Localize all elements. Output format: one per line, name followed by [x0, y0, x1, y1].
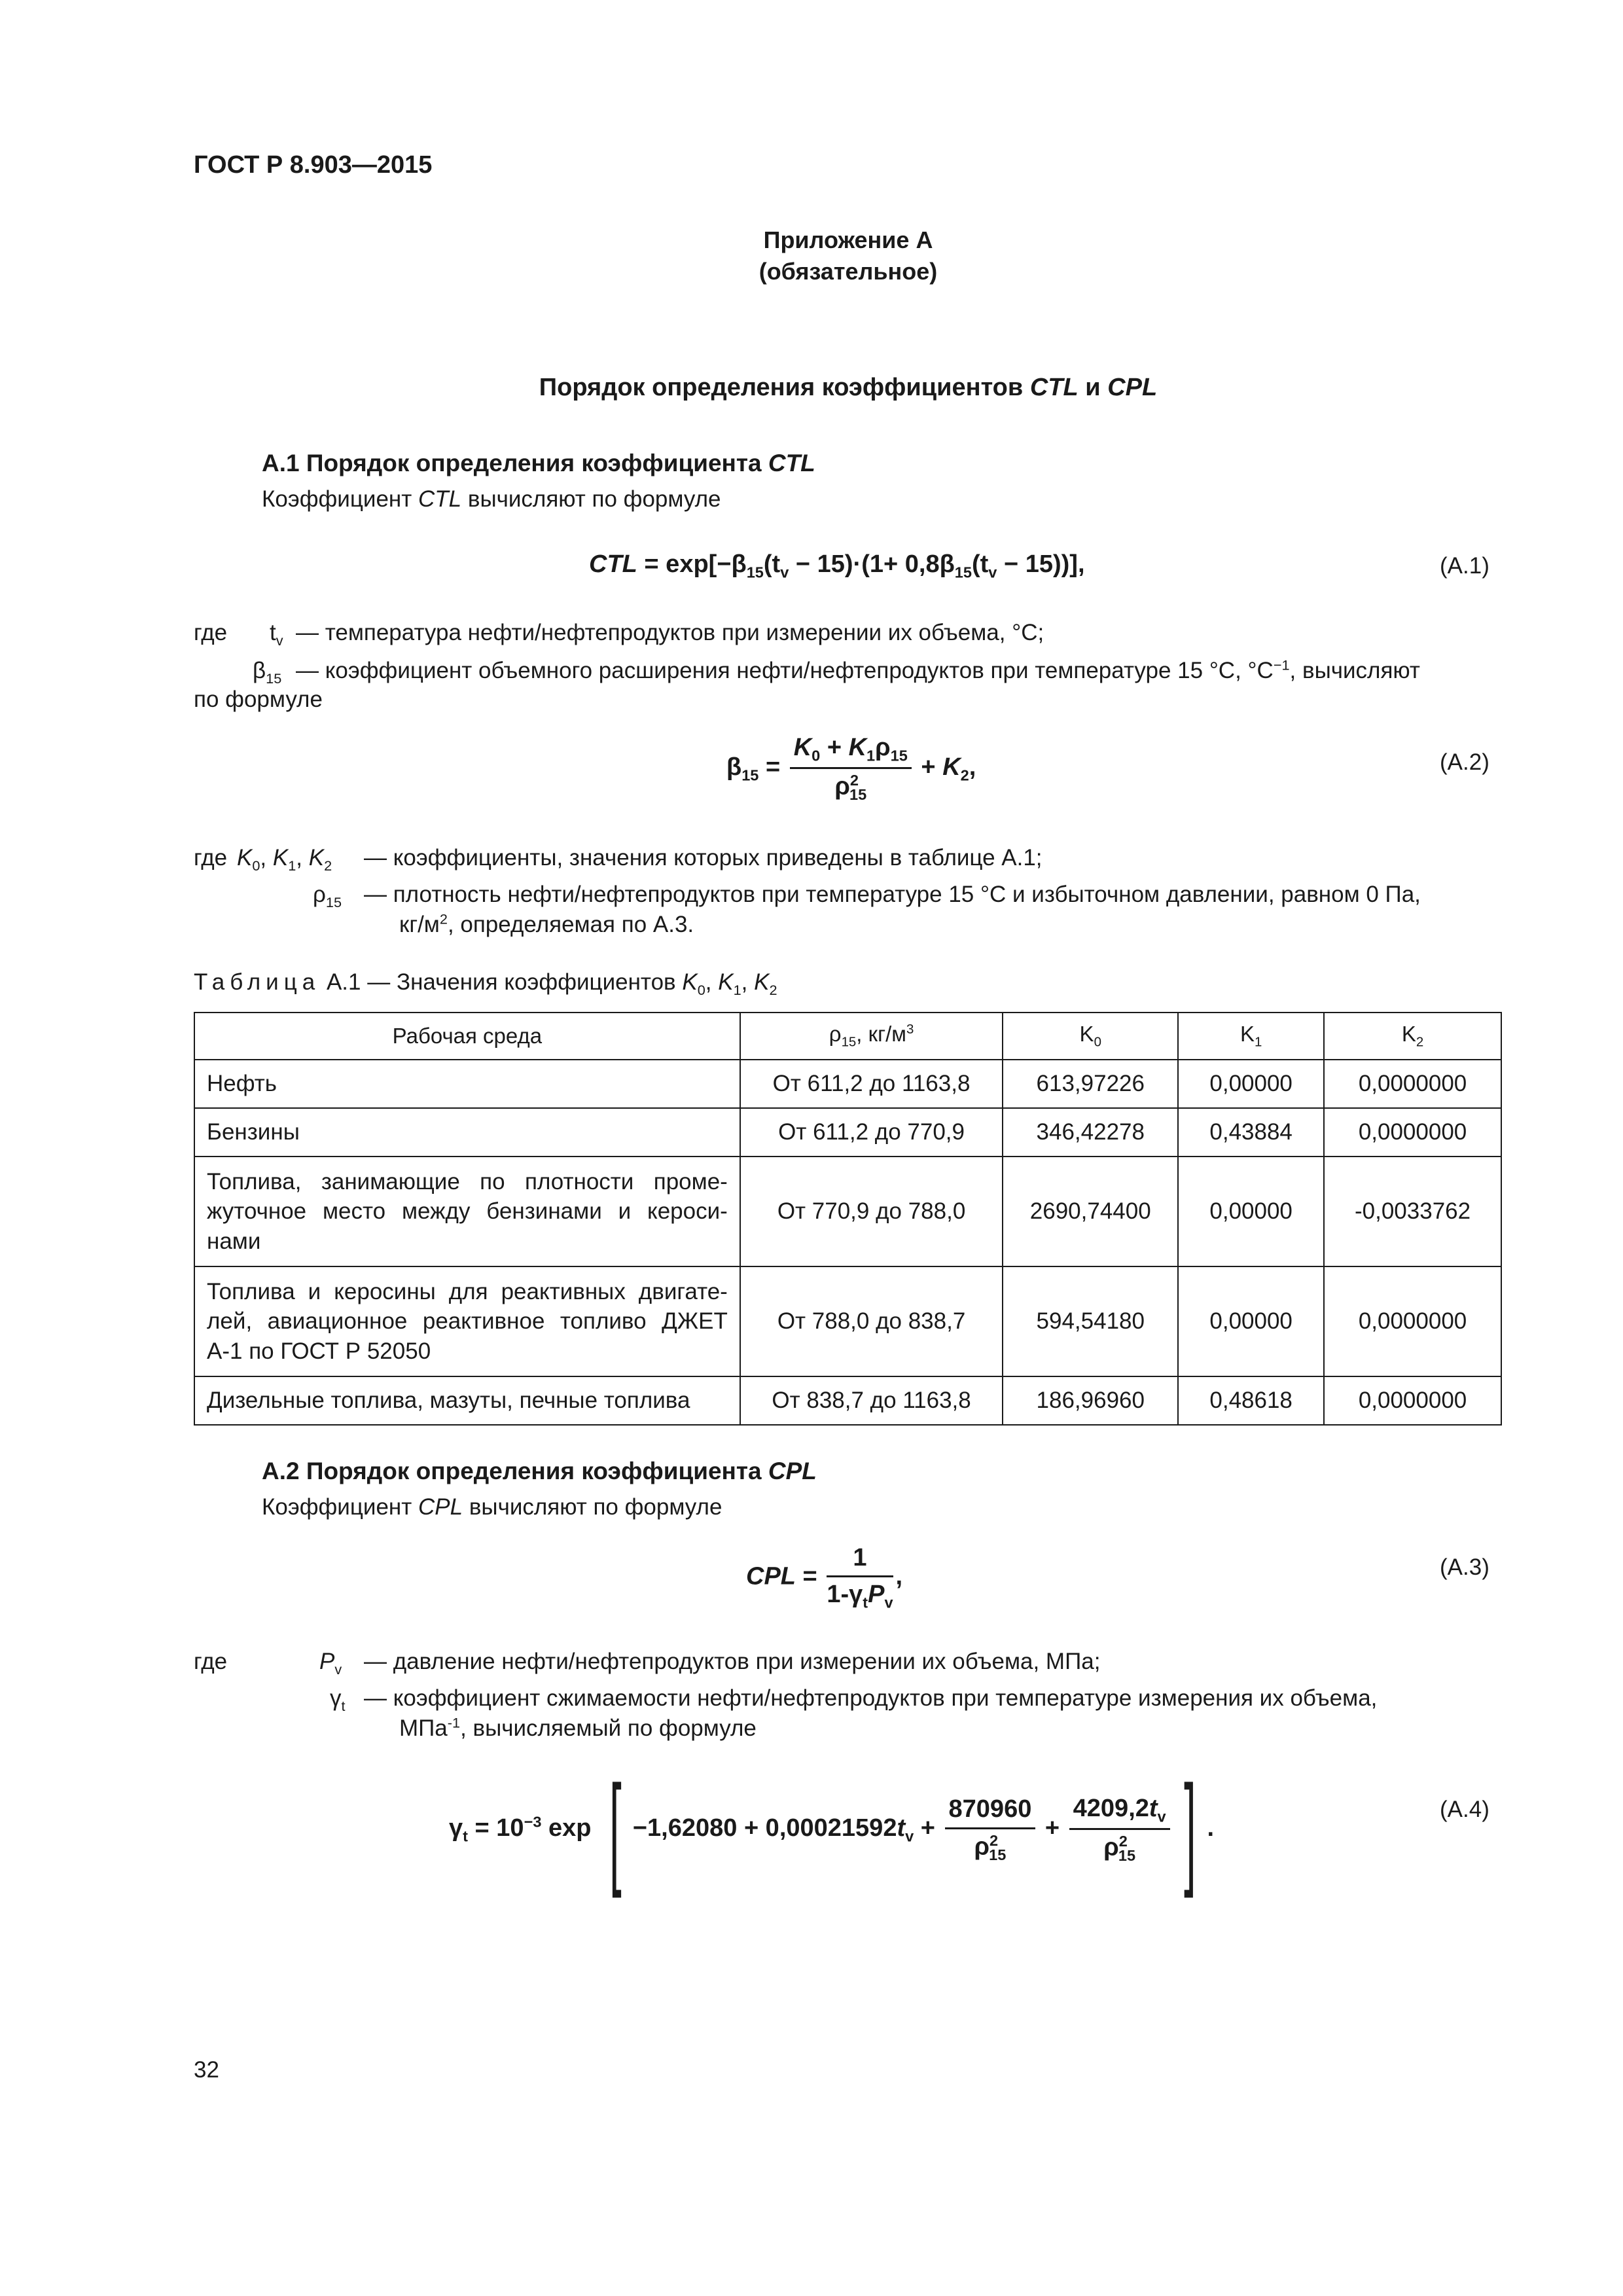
formula-a3: CPL = $\frac{1}{1-\gamma_tP_v}$ , — [746, 1542, 902, 1613]
tv-sym: t — [270, 620, 276, 645]
a1-intro — [262, 484, 721, 514]
beta-symbol — [253, 656, 281, 688]
k-symbols: $K_0$, $K_1$, $K_2$ — [237, 845, 332, 874]
tv-symbol — [270, 618, 283, 650]
left-bracket: [ — [609, 1760, 622, 1899]
rho-description-2 — [399, 910, 694, 940]
cell-medium: Нефть — [194, 1060, 740, 1108]
cell-k2: 0,0000000 — [1324, 1060, 1501, 1108]
gamma-desc-2-sup: -1 — [447, 1714, 461, 1731]
pv-symbol — [319, 1647, 342, 1679]
cell-k1: 0,00000 — [1178, 1266, 1324, 1376]
cell-medium: Бензины — [194, 1108, 740, 1157]
a1-intro-post: вычисляют по формуле — [461, 486, 721, 512]
a2-intro-post: вычисляют по формуле — [463, 1494, 722, 1520]
beta-description — [296, 656, 1493, 686]
gamma-description-2 — [399, 1713, 757, 1744]
beta-sub: 15 — [266, 670, 282, 687]
where-label-2: где — [194, 845, 228, 870]
pv-sym: P — [319, 1649, 335, 1674]
formula-a2: $\beta_{15}$ = $\frac{K_0 + K_1\rho_{15}}{\rho^2_{15}}$ + $K_2$, — [726, 732, 976, 805]
cell-k0: 613,97226 — [1003, 1060, 1178, 1108]
cell-k2: 0,0000000 — [1324, 1266, 1501, 1376]
formula-a2-fraction: $\frac{K_0 + K_1\rho_{15}}{\rho^2_{15}}$ — [790, 732, 912, 805]
cell-k1: 0,00000 — [1178, 1157, 1324, 1266]
a2-heading — [262, 1456, 817, 1487]
a2-heading-em: CPL — [768, 1458, 817, 1484]
page-number: 32 — [194, 2057, 219, 2083]
header-rho-unit: , кг/м — [856, 1022, 906, 1047]
cell-range: От 788,0 до 838,7 — [740, 1266, 1003, 1376]
a2-intro-em: CPL — [418, 1494, 463, 1520]
rho-sym: ρ — [313, 882, 326, 907]
cell-k0: 594,54180 — [1003, 1266, 1178, 1376]
cell-range: От 611,2 до 770,9 — [740, 1108, 1003, 1157]
coefficients-table-wrapper — [194, 1012, 1502, 1426]
formula-a1-number: (А.1) — [1440, 553, 1489, 579]
cell-k2: 0,0000000 — [1324, 1376, 1501, 1425]
cell-k1: 0,00000 — [1178, 1060, 1324, 1108]
cell-k2: -0,0033762 — [1324, 1157, 1501, 1266]
beta-sym: β — [253, 658, 266, 683]
table-row — [194, 1157, 1501, 1266]
a1-intro-pre: Коэффициент — [262, 486, 419, 512]
formula-a4-fraction-1: $\frac{870960}{\rho^2_{15}}$ — [945, 1793, 1036, 1865]
table-header-row — [194, 1013, 1501, 1060]
formula-a4-fraction-2: $\frac{4209,2t_v}{\rho^2_{15}}$ — [1069, 1793, 1170, 1866]
beta-description-cont: по формуле — [194, 687, 323, 712]
rho-sub: 15 — [325, 894, 342, 910]
cell-k0: 2690,74400 — [1003, 1157, 1178, 1266]
pv-sub: v — [334, 1661, 342, 1677]
rho-desc-2-pre: кг/м — [399, 912, 440, 937]
appendix-status: (обязательное) — [758, 258, 938, 285]
table-caption-label: Таблица — [194, 969, 321, 995]
header-k0: $K_0$ — [1003, 1013, 1178, 1060]
formula-a3-number: (А.3) — [1440, 1554, 1489, 1580]
header-k2: $K_2$ — [1324, 1013, 1501, 1060]
section-title — [0, 372, 1623, 404]
cell-range: От 770,9 до 788,0 — [740, 1157, 1003, 1266]
a1-intro-em: CTL — [418, 486, 462, 512]
gamma-sym: γ — [330, 1685, 342, 1711]
formula-a3-fraction: $\frac{1}{1-\gamma_tP_v}$ — [827, 1542, 893, 1613]
table-caption-text: А.1 — Значения коэффициентов — [320, 969, 683, 995]
beta-desc-sup: −1 — [1273, 656, 1290, 673]
header-rho-sup: 3 — [906, 1022, 914, 1037]
table-row — [194, 1376, 1501, 1425]
rho-description-1: — плотность нефти/нефтепродуктов при температуре 15 °С и избыточном давлении, равном 0 Па, — [364, 882, 1421, 907]
cell-k0: 346,42278 — [1003, 1108, 1178, 1157]
a1-heading — [262, 448, 815, 479]
formula-a4-numerator-1: 870960 — [945, 1793, 1036, 1829]
coefficients-table — [194, 1012, 1502, 1426]
gamma-sub: t — [341, 1698, 346, 1714]
tv-sub: v — [276, 632, 283, 649]
formula-a2-number: (А.2) — [1440, 749, 1489, 775]
cell-k2: 0,0000000 — [1324, 1108, 1501, 1157]
formula-a4-numerator-2: 4209,2 — [1073, 1794, 1149, 1822]
a2-intro — [262, 1492, 722, 1522]
cell-range: От 838,7 до 1163,8 — [740, 1376, 1003, 1425]
section-title-text: Порядок определения коэффициентов — [539, 374, 1030, 401]
gamma-desc-2-post: , вычисляемый по формуле — [460, 1715, 757, 1741]
header-rho: $\rho_{15}$, $кг/м^3$ — [740, 1013, 1003, 1060]
tv-description: — температура нефти/нефтепродуктов при измерении их объема, °С; — [296, 620, 1044, 645]
formula-a1: CTL = $\exp[-\beta_{15}(t_v - 15)\cdot(1+ 0,8\beta_{15}(t_v - 15))]$, — [589, 550, 1085, 581]
cell-k1: 0,48618 — [1178, 1376, 1324, 1425]
beta-desc-post: , вычисляют — [1289, 658, 1420, 683]
cell-k1: 0,43884 — [1178, 1108, 1324, 1157]
appendix-title: Приложение А — [763, 226, 933, 253]
cell-k0: 186,96960 — [1003, 1376, 1178, 1425]
a2-heading-text: А.2 Порядок определения коэффициента — [262, 1458, 768, 1484]
cell-range: От 611,2 до 1163,8 — [740, 1060, 1003, 1108]
rho-desc-2-sup: 2 — [439, 910, 448, 927]
table-row — [194, 1108, 1501, 1157]
document-header: ГОСТ Р 8.903—2015 — [194, 151, 433, 179]
where-label: где — [194, 620, 228, 645]
section-title-cpl: CPL — [1107, 374, 1158, 401]
header-medium: Рабочая среда — [194, 1013, 740, 1060]
cell-medium: Дизельные топлива, мазуты, печные топлива — [194, 1376, 740, 1425]
table-row — [194, 1060, 1501, 1108]
section-title-and: и — [1078, 374, 1108, 401]
a2-intro-pre: Коэффициент — [262, 1494, 419, 1520]
k-description: — коэффициенты, значения которых приведены в таблице А.1; — [364, 845, 1043, 870]
section-title-ctl: CTL — [1029, 374, 1079, 401]
cell-medium: Топлива, занимающие по плотности проме-жуточное место между бензинами и кероси-нами — [194, 1157, 740, 1266]
formula-a4-constant-1: −1,62080 + 0,00021592 — [632, 1814, 897, 1842]
header-k1: $K_1$ — [1178, 1013, 1324, 1060]
gamma-description-1: — коэффициент сжимаемости нефти/нефтепродуктов при температуре измерения их объема, — [364, 1685, 1378, 1711]
cell-medium: Топлива и керосины для реактивных двигате-лей, авиационное реактивное топливо ДЖЕТ А-1 по ГОСТ Р 52050 — [194, 1266, 740, 1376]
gamma-desc-2-pre: МПа — [399, 1715, 448, 1741]
where-label-3: где — [194, 1649, 228, 1674]
table-caption: Таблица А.1 — Значения коэффициентов $K_0$, $K_1$, $K_2$ — [194, 969, 777, 998]
table-row — [194, 1266, 1501, 1376]
rho-symbol — [313, 880, 342, 912]
formula-a4: $\gamma_t = 10^{-3}$ exp [ $-1,62080 + 0,00021592t_v$ + $\frac{870960}{\rho^2_{15}}$ + $\frac{4209,2t_v}{\rho^2_{15}}$ ] . — [449, 1760, 1215, 1899]
rho-desc-2-post: , определяемая по А.3. — [447, 912, 694, 937]
beta-desc-pre: — коэффициент объемного расширения нефти/нефтепродуктов при температуре 15 °С, °С — [296, 658, 1274, 683]
right-bracket: ] — [1183, 1760, 1196, 1899]
gamma-symbol — [330, 1683, 346, 1715]
pv-description: — давление нефти/нефтепродуктов при измерении их объема, МПа; — [364, 1649, 1101, 1674]
formula-a4-number: (А.4) — [1440, 1797, 1489, 1822]
a1-heading-text: А.1 Порядок определения коэффициента — [262, 450, 768, 476]
a1-heading-em: CTL — [768, 450, 815, 476]
